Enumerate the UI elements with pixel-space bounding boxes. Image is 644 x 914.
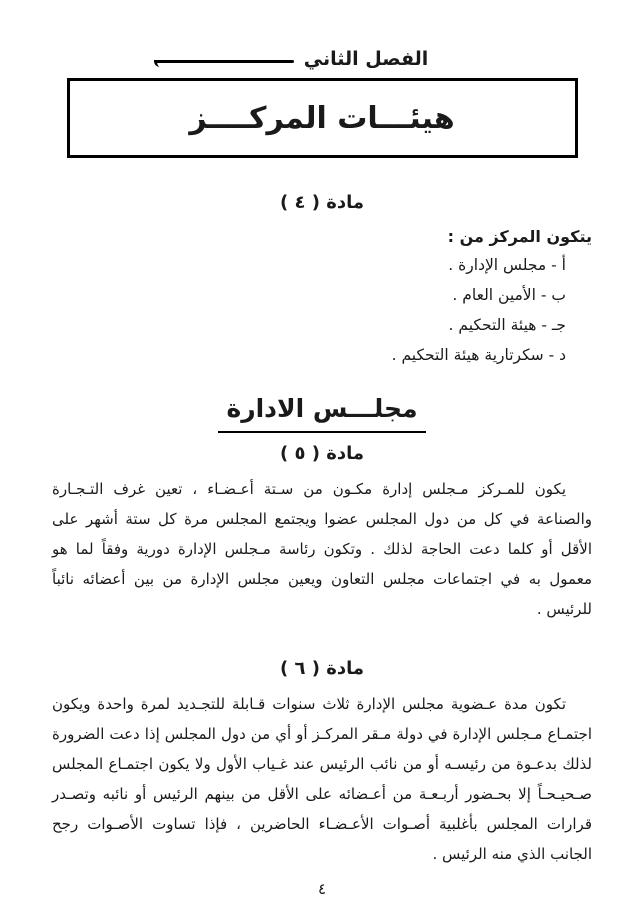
- board-section: [52, 394, 592, 433]
- chapter-header: [0, 48, 614, 70]
- article-6-body: تكون مدة عـضوية مجلس الإدارة ثلاث سنوات قـابلة للتجـديد لمرة واحدة ويكون اجتمـاع مـجلس الإدارة في دولة مـقر المركـز أو أي من دول المجلس إذا دعت الضرورة لذلك بدعـوة من رئيسـه أو من نائب الرئيس عند غـياب الأول ولا يكون اجتمـاع المجلس صـحيـحـاً إلا بحـضور أربـعـة من أعـضائه على الأقل من بينهم الرئيس أو نائبه وتصـدر قرارات المجلس بأغلبية أصـوات الأعـضـاء الحاضرين ، فإذا تساوت الأصـوات رجح الجانب الذي منه الرئيس .: [52, 695, 592, 863]
- chapter-rule: [156, 60, 294, 63]
- article-6-heading: مادة ( ٦ ): [279, 658, 365, 679]
- board-section-title: مجلـــس الادارة: [218, 394, 425, 433]
- article-4-list: [52, 250, 592, 370]
- list-item: د - سكرتارية هيئة التحكيم .: [391, 346, 566, 364]
- list-item: ب - الأمين العام .: [452, 286, 566, 304]
- article-4-intro: يتكون المركز من :: [447, 227, 592, 246]
- center-bodies-title: هيئـــات المركــــز: [189, 100, 455, 136]
- list-item: أ - مجلس الإدارة .: [448, 256, 566, 274]
- title-box: [67, 78, 578, 158]
- article-5-body: يكون للمـركز مـجلس إدارة مكـون من سـتة أعـضـاء ، تعين غرف التـجـارة والصناعة في كل من دول المجلس عضوا ويجتمع المجلس مرة كل ستة أشهر على الأقل أو كلما دعت الحاجة لذلك . وتكون رئاسة مـجلس الإدارة دورية وفقاً لما هو معمول به في اجتماعات مجلس التعاون ويعين مجلس الإدارة من بين أعضائه نائباً للرئيس .: [52, 480, 592, 618]
- list-item: جـ - هيئة التحكيم .: [448, 316, 566, 334]
- article-5-heading: مادة ( ٥ ): [279, 443, 365, 464]
- page-number: ٤: [317, 880, 327, 898]
- chapter-label: الفصل الثاني: [303, 48, 429, 70]
- page-content: [0, 192, 644, 869]
- article-4-heading: مادة ( ٤ ): [279, 192, 365, 213]
